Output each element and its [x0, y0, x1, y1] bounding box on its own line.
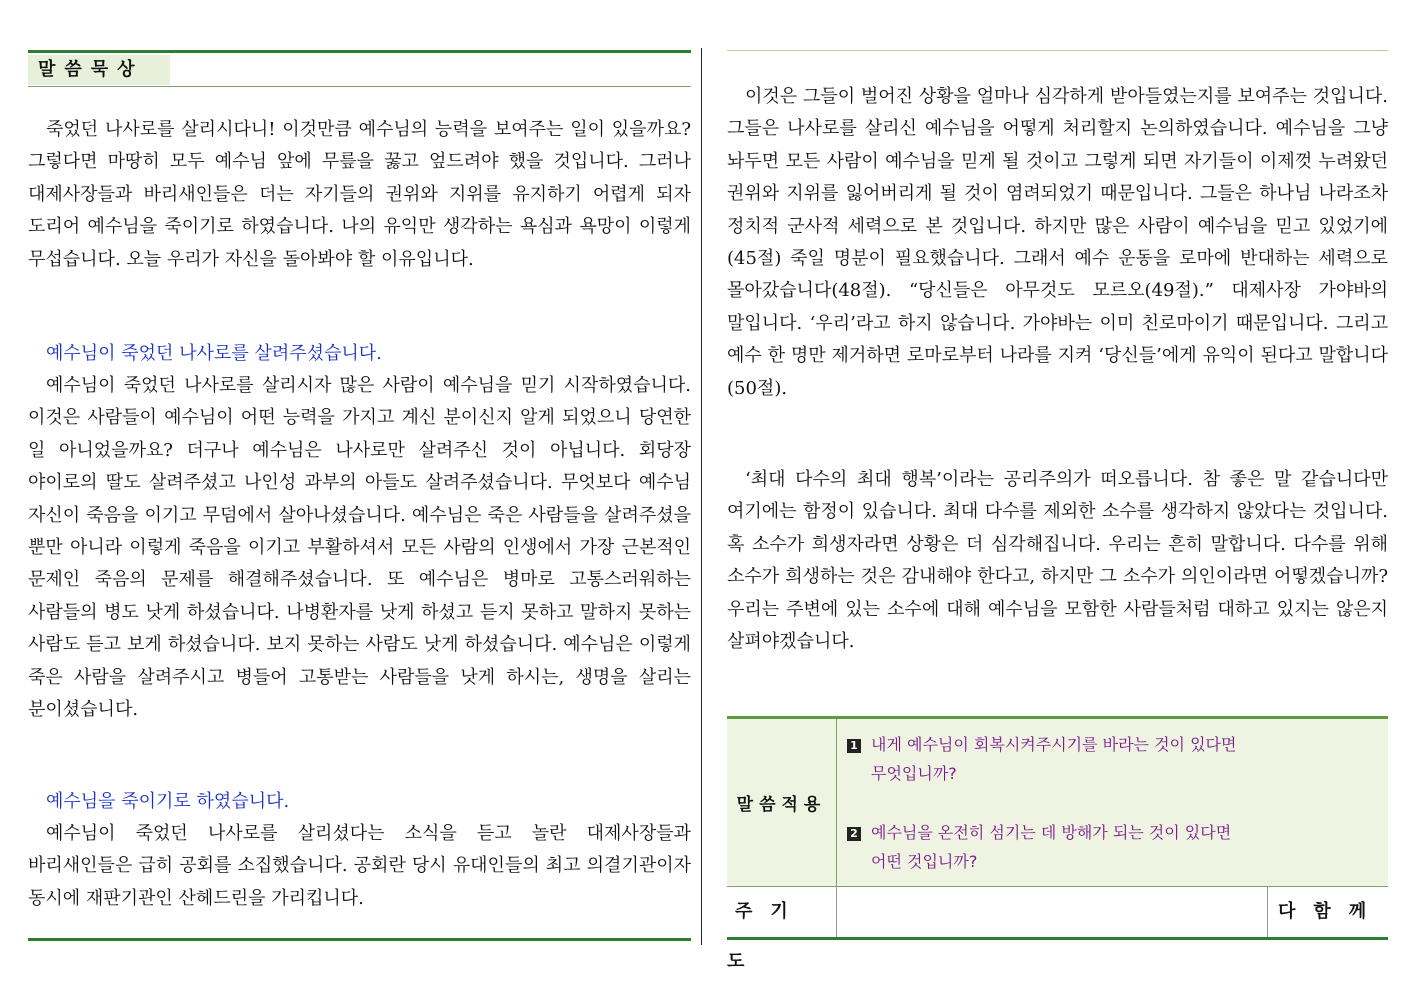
- column-divider: [701, 48, 702, 945]
- section1-paragraph: 예수님이 죽었던 나사로를 살리시자 많은 사람이 예수님을 믿기 시작하였습니다. 이것은 사람들이 예수님이 어떤 능력을 가지고 계신 분이신지 알게 되었으니 당연한 일 아니었을까요? 더구나 예수님은 나사로만 살려주신 것이 아닙니다. 회당장 야이로의 딸도 살려주셨고 나인성 과부의 아들도 살려주셨습니다. 무엇보다 예수님 자신이 죽음을 이기고 무덤에서 살아나셨습니다. 예수님은 죽은 사람들을 살려주셨을 뿐만 아니라 이렇게 죽음을 이기고 부활하셔서 모든 사람의 인생에서 가장 근본적인 문제인 죽음의 문제를 해결해주셨습니다. 또 예수님은 병마로 고통스러워하는 사람들의 병도 낫게 하셨습니다. 나병환자를 낫게 하셨고 듣지 못하고 말하지 못하는 사람도 듣고 보게 하셨습니다. 보지 못하는 사람도 낫게 하셨습니다. 예수님은 이렇게 죽은 사람을 살려주시고 병들어 고통받는 사람들을 낫게 하시는, 생명을 살리는 분이셨습니다.: [28, 375, 691, 721]
- right-top-rule: [727, 50, 1388, 51]
- right-bottom-rule: [727, 937, 1388, 940]
- prayer-row: [727, 887, 1388, 972]
- prayer-blank-cell: [837, 887, 1267, 937]
- left-bottom-rule: [28, 938, 691, 941]
- application-label: [727, 719, 837, 886]
- question-1-line-1: 내게 예수님이 회복시켜주시기를 바라는 것이 있다면: [871, 735, 1237, 754]
- right-paragraph-1: 이것은 그들이 벌어진 상황을 얼마나 심각하게 받아들였는지를 보여주는 것입니다. 그들은 나사로를 살리신 예수님을 어떻게 처리할지 논의하였습니다. 예수님을 그냥 놔두면 모든 사람이 예수님을 믿게 될 것이고 그렇게 되면 자기들이 이제껏 누려왔던 권위와 지위를 잃어버리게 될 것이 염려되었기 때문입니다. 그들은 하나님 나라조차 정치적 군사적 세력으로 본 것입니다. 하지만 많은 사람이 예수님을 믿고 있었기에(45절) 죽일 명분이 필요했습니다. 그래서 예수 운동을 로마에 반대하는 세력으로 몰아갔습니다(48절). “당신들은 아무것도 모르오(49절).” 대제사장 가야바의 말입니다. ‘우리’라고 하지 않습니다. 가야바는 이미 친로마이기 때문입니다. 그리고 예수 한 명만 제거하면 로마로부터 나라를 지켜 ‘당신들’에게 유익이 된다고 말합니다(50절).: [727, 86, 1388, 399]
- header-bottom-rule: [28, 86, 691, 87]
- section2-paragraph: 예수님이 죽었던 나사로를 살리셨다는 소식을 듣고 놀란 대제사장들과 바리새인들은 급히 공회를 소집했습니다. 공회란 당시 유대인들의 최고 의결기관이자 동시에 재판기관인 산헤드린을 가리킵니다.: [28, 823, 691, 909]
- question-1-number: 1: [847, 739, 861, 753]
- question-1-line-2: 무엇입니까?: [871, 764, 957, 783]
- section2-heading: 예수님을 죽이기로 하였습니다.: [46, 791, 290, 812]
- application-label-text: 말씀적용: [736, 795, 827, 815]
- question-2-line-1: 예수님을 온전히 섬기는 데 방해가 되는 것이 있다면: [871, 823, 1232, 842]
- question-2-line-2: 어떤 것입니까?: [871, 852, 978, 871]
- right-paragraph-2: ‘최대 다수의 최대 행복’이라는 공리주의가 떠오릅니다. 참 좋은 말 같습니다만 여기에는 함정이 있습니다. 최대 다수를 제외한 소수를 생각하지 않았다는 것입니다. 혹 소수가 희생자라면 상황은 더 심각해집니다. 우리는 흔히 말합니다. 다수를 위해 소수가 희생하는 것은 감내해야 한다고, 하지만 그 소수가 의인이라면 어떻겠습니까? 우리는 주변에 있는 소수에 대해 예수님을 모함한 사람들처럼 대하고 있지는 않은지 살펴야겠습니다.: [727, 469, 1388, 653]
- application-question-2: [847, 818, 1367, 876]
- intro-paragraph: 죽었던 나사로를 살리시다니! 이것만큼 예수님의 능력을 보여주는 일이 있을까요? 그렇다면 마땅히 모두 예수님 앞에 무릎을 꿇고 엎드려야 했을 것입니다. 그러나 대제사장들과 바리새인들은 더는 자기들의 권위와 지위를 유지하기 어렵게 되자 도리어 예수님을 죽이기로 하였습니다. 나의 유익만 생각하는 욕심과 욕망이 이렇게 무섭습니다. 오늘 우리가 자신을 돌아봐야 할 이유입니다.: [28, 119, 691, 270]
- section1-heading: 예수님이 죽었던 나사로를 살려주셨습니다.: [46, 343, 382, 364]
- header-top-rule: [28, 50, 691, 53]
- question-2-number: 2: [847, 827, 861, 841]
- application-question-1: [847, 730, 1367, 788]
- lords-prayer-label: 주기도: [727, 887, 837, 937]
- meditation-header-label: 말씀묵상: [28, 55, 170, 85]
- together-label: 다함께: [1267, 887, 1389, 937]
